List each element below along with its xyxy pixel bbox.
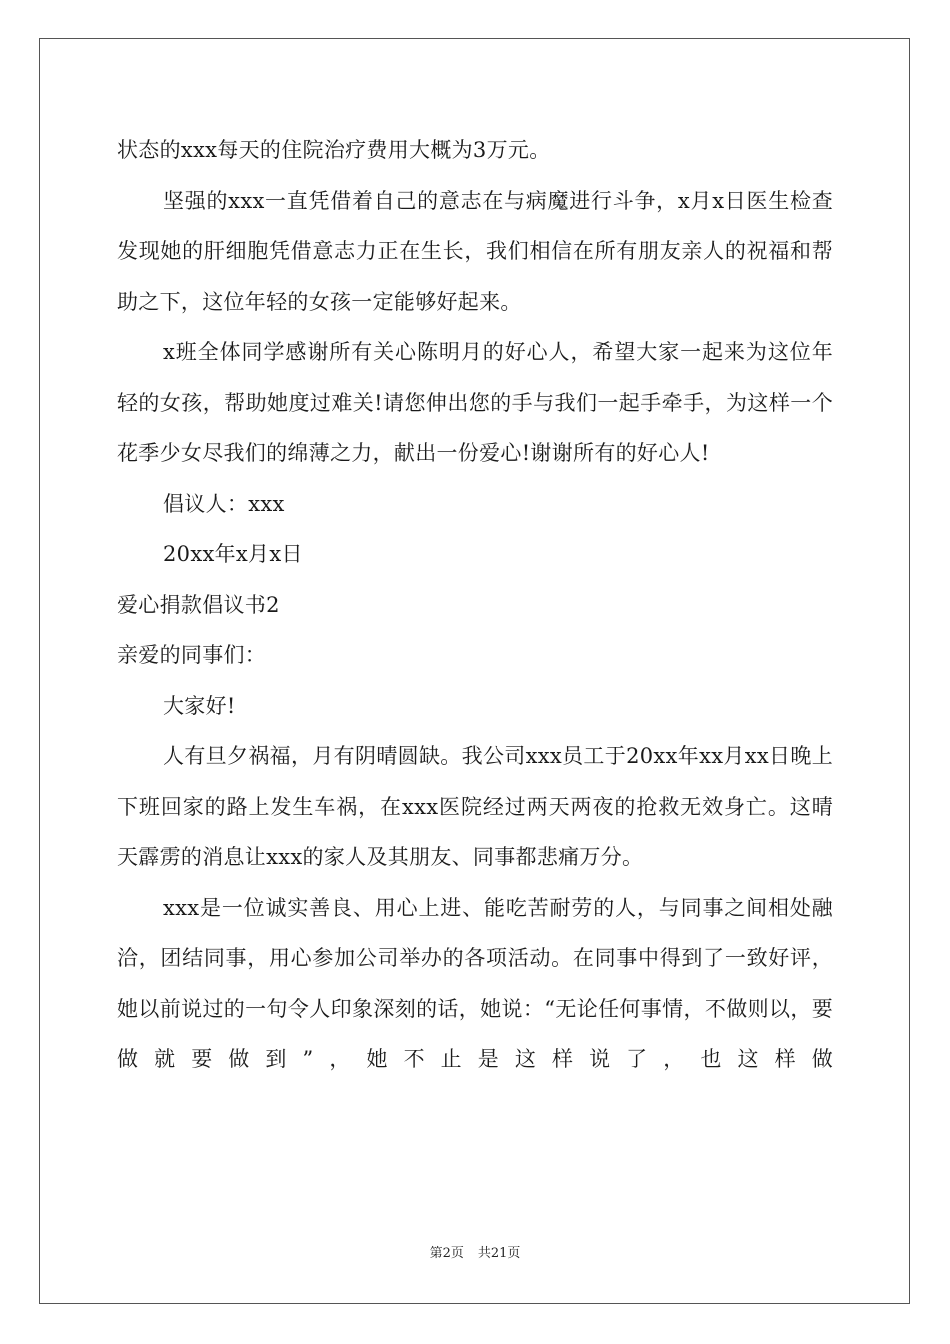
- salutation: 亲爱的同事们：: [117, 643, 267, 667]
- page-number: 第2页: [429, 1246, 464, 1261]
- date-line: 20xx年x月x日: [163, 542, 303, 566]
- paragraph-accident: 人有旦夕祸福，月有阴晴圆缺。我公司xxx员工于20xx年xx月xx日晚上下班回家的路上发生车祸，在xxx医院经过两天两夜的抢救无效身亡。这晴天霹雳的消息让xxx的家人及其朋友、同事都悲痛万分。: [117, 744, 833, 869]
- paragraph-3: x班全体同学感谢所有关心陈明月的好心人，希望大家一起来为这位年轻的女孩，帮助她度过难关!请您伸出您的手与我们一起手牵手，为这样一个花季少女尽我们的绵薄之力，献出一份爱心!谢谢所有的好心人!: [117, 340, 833, 465]
- paragraph-2: 坚强的xxx一直凭借着自己的意志在与病魔进行斗争，x月x日医生检查发现她的肝细胞凭借意志力正在生长，我们相信在所有朋友亲人的祝福和帮助之下，这位年轻的女孩一定能够好起来。: [117, 188, 833, 314]
- total-pages: 共21页: [477, 1246, 521, 1261]
- section-title: 爱心捐款倡议书2: [117, 592, 280, 617]
- page-footer: [0, 1242, 950, 1261]
- initiator-line: 倡议人：xxx: [163, 491, 285, 516]
- paragraph-tribute: xxx是一位诚实善良、用心上进、能吃苦耐劳的人，与同事之间相处融洽，团结同事，用心参加公司举办的各项活动。在同事中得到了一致好评，她以前说过的一句令人印象深刻的话，她说：“无论任何事情，不做则以，要做就要做到”，她不止是这样说了，也这样做: [117, 895, 833, 1071]
- paragraph-1: 状态的xxx每天的住院治疗费用大概为3万元。: [117, 138, 551, 162]
- greeting: 大家好!: [163, 693, 236, 718]
- document-body: [117, 125, 833, 1085]
